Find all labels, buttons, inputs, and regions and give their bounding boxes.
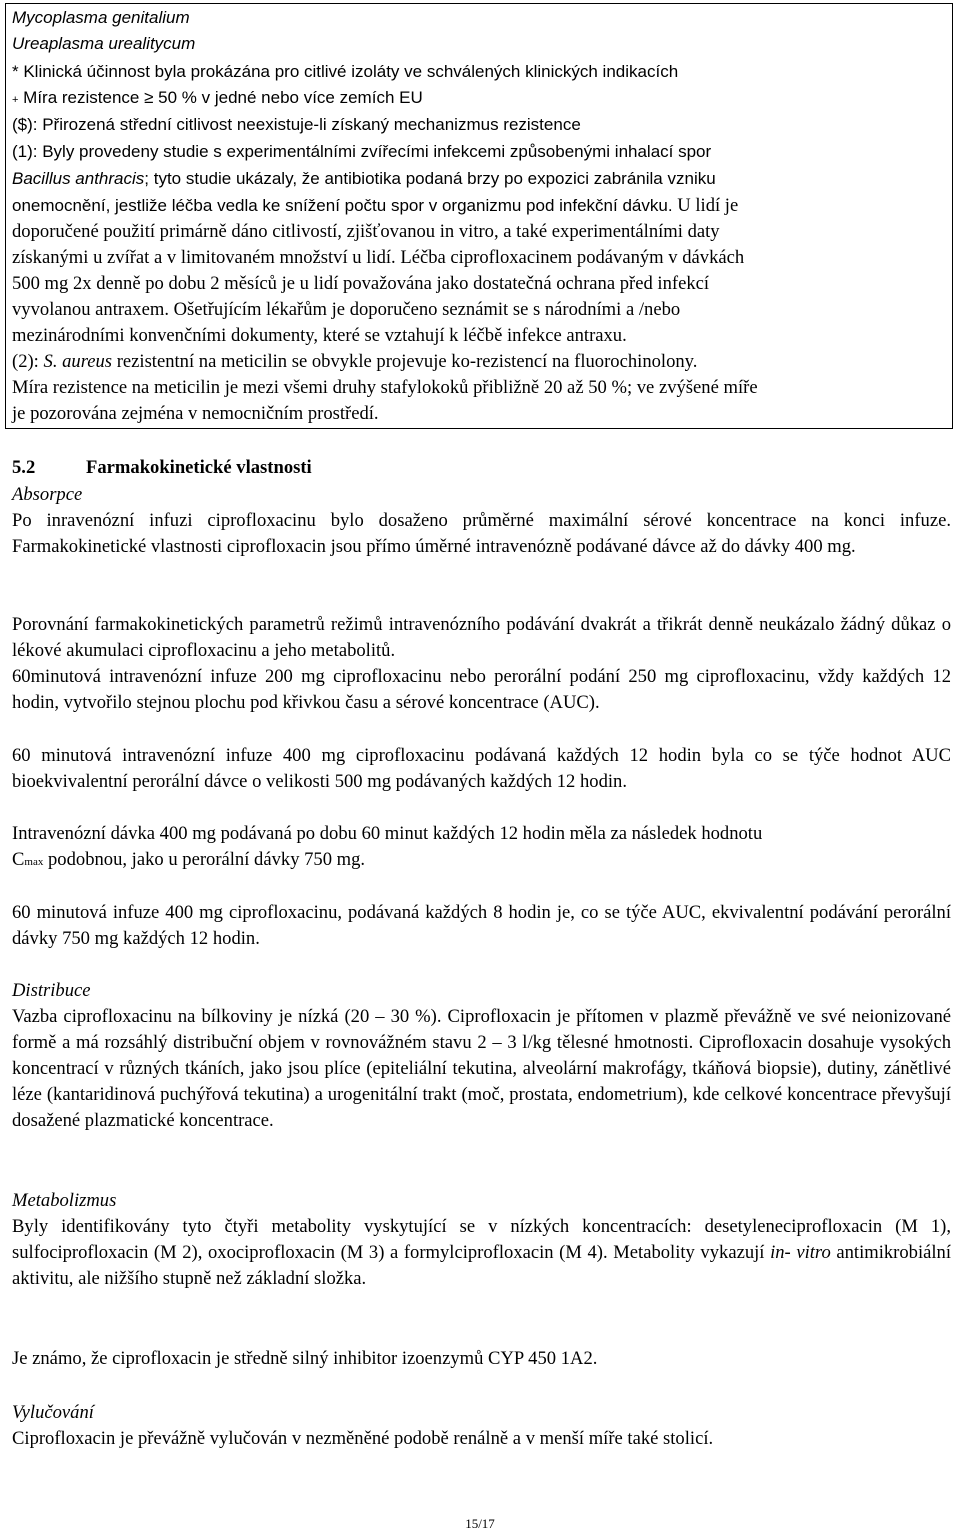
absorpce-p5-line1: Intravenózní dávka 400 mg podávaná po dobu 60 minut každých 12 hodin měla za následek hodnotu — [12, 823, 763, 844]
footnote-plus — [12, 85, 423, 113]
absorpce-heading: Absorpce — [12, 484, 83, 505]
bacillus-name: Bacillus anthracis — [12, 169, 145, 188]
footnote-2-num: (2): — [12, 351, 39, 372]
footnote-1-line2 — [12, 166, 716, 192]
footnote-1-line5 — [12, 245, 744, 271]
distribuce-p1: Vazba ciprofloxacinu na bílkoviny je nízká (20 – 30 %). Ciprofloxacin je přítomen v plazmě převážně ve své neionizované formě a má rozsáhlý distribuční objem v rovnovážném stavu 2 – 3 l/kg tělesné hmotnosti. Ciprofloxacin dosahuje vysokých koncentrací v různých tkáních, jako jsou plíce (epiteliální tekutina, alveolární makrofágy, tkáňová biopsie), dutiny, zánětlivé léze (kantaridinová puchýřová tekutina) a urogenitální trakt (moč, prostata, endometrium), kde celkové koncentrace převyšují dosažené plazmatické koncentrace. — [12, 1006, 951, 1131]
footnote-1-line6: 500 mg 2x denně po dobu 2 měsíců je u lidí považována jako dostatečná ochrana před infekcí — [12, 273, 710, 294]
vylucovani-p1: Ciprofloxacin je převážně vylučován v nezměněné podobě renálně a v menší míře také stolicí. — [12, 1428, 714, 1449]
footnote-1-line3-serif: U lidí je — [677, 195, 739, 216]
page-number: 15/17 — [465, 1516, 495, 1531]
absorpce-p1: Po inravenózní infuzi ciprofloxacinu bylo dosaženo průměrné maximální sérové koncentrace na konci infuze. Farmakokinetické vlastnosti ciprofloxacin jsou přímo úměrné intravenózně podávané dávce až do dávky 400 mg. — [12, 510, 951, 557]
footnote-1-line5-a: získanými u zvířat a v limitovaném množství u lidí. — [12, 247, 396, 268]
section-title: Farmakokinetické vlastnosti — [86, 457, 312, 478]
absorpce-p5-rest: podobnou, jako u perorální dávky 750 mg. — [43, 849, 366, 870]
absorpce-p2: Porovnání farmakokinetických parametrů režimů intravenózního podávání dvakrát a třikrát denně neukázalo žádný důkaz o lékové akumulaci ciprofloxacinu a jeho metabolitů. — [12, 614, 951, 661]
absorpce-p3: 60minutová intravenózní infuze 200 mg ciprofloxacinu nebo perorální podání 250 mg ciprofloxacinu, vždy každých 12 hodin, vytvořilo stejnou plochu pod křivkou času a sérové koncentrace (AUC). — [12, 666, 951, 713]
vylucovani-heading: Vylučování — [12, 1402, 94, 1423]
plus-marker: + — [12, 94, 19, 106]
metabolizmus-heading: Metabolizmus — [12, 1190, 117, 1211]
section-number: 5.2 — [12, 457, 36, 478]
footnote-plus-text: Míra rezistence ≥ 50 % v jedné nebo více zemích EU — [23, 88, 423, 107]
cmax-sub: max — [24, 856, 44, 868]
footnote-2 — [12, 349, 697, 375]
footnote-star: * Klinická účinnost byla prokázána pro citlivé izoláty ve schválených klinických indikacích — [12, 62, 679, 81]
footnote-1-line7 — [12, 297, 680, 323]
footnote-1-line3-sans: onemocnění, jestliže léčba vedla ke snížení počtu spor v organizmu pod infekční dávku. — [12, 196, 673, 215]
footnote-1-line4: doporučené použití primárně dáno citlivostí, zjišťovanou in vitro, a také experimentálními daty — [12, 221, 720, 242]
metabolizmus-p1-a: Byly identifikovány tyto čtyři metabolity vyskytující se v nízkých koncentracích: desetyleneciprofloxacin (M 1), sulfociprofloxacin (M 2), oxociprofloxacin (M 3) a formylciprofloxacin (M 4). Metabolity vykazují — [12, 1216, 951, 1263]
organism-mycoplasma: Mycoplasma genitalium — [12, 8, 190, 27]
absorpce-p5-line2 — [12, 847, 365, 875]
footnote-1-line5-b: Léčba ciprofloxacinem podávaným v dávkách — [400, 247, 745, 268]
metabolizmus-p1 — [12, 1214, 951, 1292]
absorpce-p4: 60 minutová intravenózní infuze 400 mg ciprofloxacinu podávaná každých 12 hodin byla co se týče hodnot AUC bioekvivalentní perorální dávce o velikosti 500 mg podávaných každých 12 hodin. — [12, 745, 951, 792]
footnote-1-line3 — [12, 193, 738, 219]
footnote-dollar: ($): Přirozená střední citlivost neexistuje-li získaný mechanizmus rezistence — [12, 115, 581, 134]
absorpce-p6: 60 minutová infuze 400 mg ciprofloxacinu, podávaná každých 8 hodin je, co se týče AUC, ekvivalentní podávání perorální dávky 750 mg každých 12 hodin. — [12, 902, 951, 949]
cmax-c: C — [12, 849, 25, 870]
footnote-1-line2-text: ; tyto studie ukázaly, že antibiotika podaná brzy po expozici zabránila vzniku — [144, 169, 716, 188]
footnote-1-line7-a: vyvolanou antraxem. — [12, 299, 169, 320]
in-vitro: in- vitro — [770, 1242, 831, 1263]
footnote-1-line8: mezinárodními konvenčními dokumenty, které se vztahují k léčbě infekce antraxu. — [12, 325, 627, 346]
s-aureus-name: S. aureus — [43, 351, 113, 372]
footnote-2-text: rezistentní na meticilin se obvykle projevuje ko-rezistencí na fluorochinolony. — [116, 351, 698, 372]
organism-ureaplasma: Ureaplasma urealitycum — [12, 34, 196, 53]
footnote-1-line1: (1): Byly provedeny studie s experimentálními zvířecími infekcemi způsobenými inhalací spor — [12, 142, 712, 161]
distribuce-heading: Distribuce — [12, 980, 91, 1001]
footnote-2-line2: Míra rezistence na meticilin je mezi všemi druhy stafylokoků přibližně 20 až 50 %; ve zvýšené míře — [12, 377, 758, 398]
metabolizmus-p1-b: antimikrobiální aktivitu, ale nižšího stupně než základní složka. — [12, 1242, 951, 1289]
footnote-2-line3: je pozorována zejména v nemocničním prostředí. — [12, 403, 379, 424]
footnote-1-line7-b: Ošetřujícím lékařům je doporučeno seznámit se s národními a /nebo — [173, 299, 681, 320]
metabolizmus-p2: Je známo, že ciprofloxacin je středně silný inhibitor izoenzymů CYP 450 1A2. — [12, 1348, 598, 1369]
